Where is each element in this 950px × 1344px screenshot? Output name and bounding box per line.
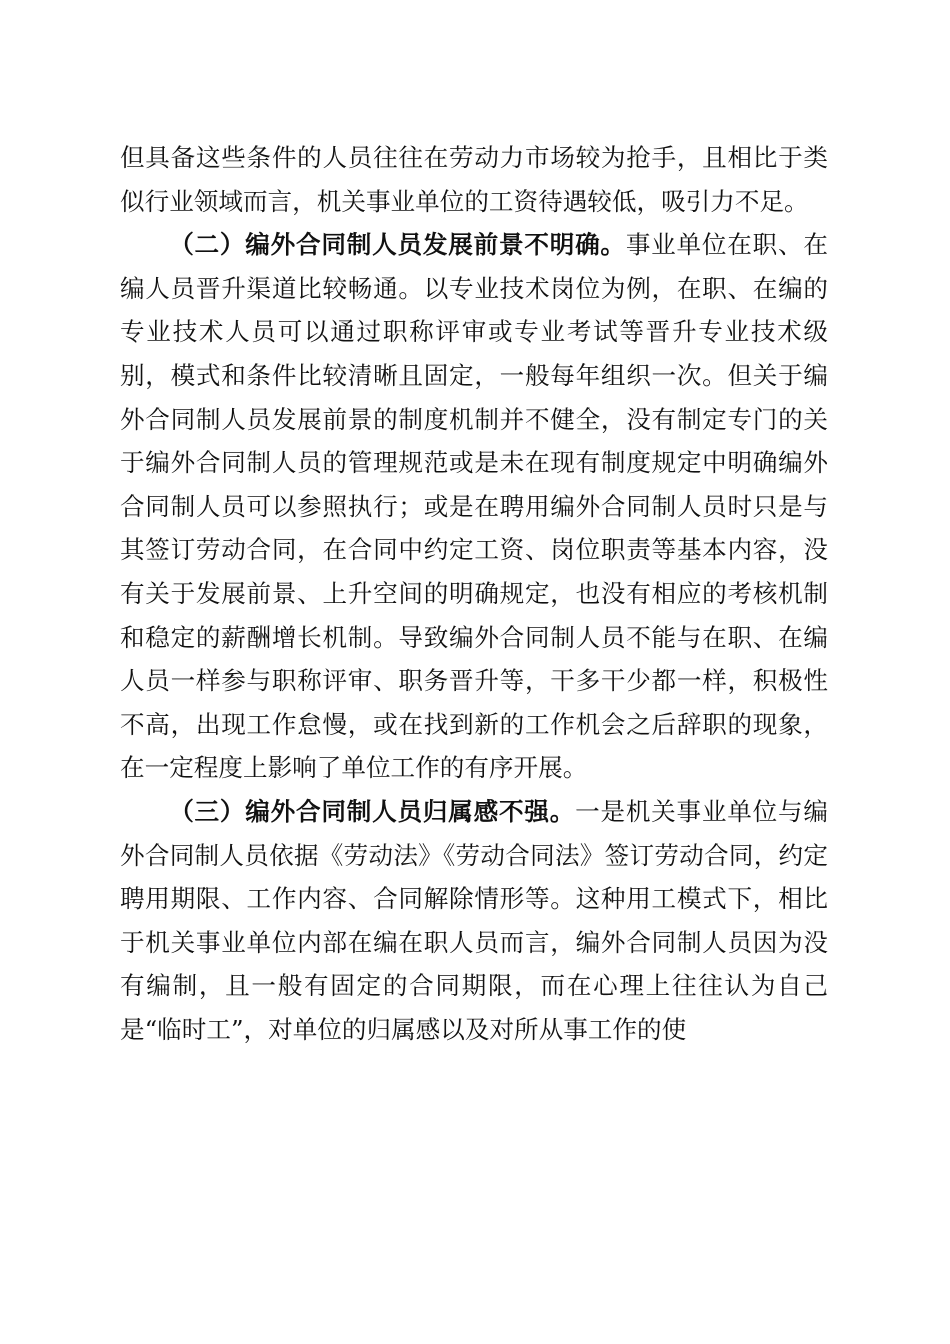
paragraph-continuation (120, 136, 828, 223)
document-page (120, 136, 828, 1051)
paragraph-section-2 (120, 223, 828, 790)
section-heading: （三）编外合同制人员归属感不强。 (169, 796, 576, 826)
paragraph-body: 但具备这些条件的人员往往在劳动力市场较为抢手，且相比于类似行业领域而言，机关事业单位的工资待遇较低，吸引力不足。 (120, 143, 828, 216)
paragraph-body: 一是机关事业单位与编外合同制人员依据《劳动法》《劳动合同法》签订劳动合同，约定聘用期限、工作内容、合同解除情形等。这种用工模式下，相比于机关事业单位内部在编在职人员而言，编外合同制人员因为没有编制，且一般有固定的合同期限，而在心理上往往认为自己是“临时工”，对单位的归属感以及对所从事工作的使 (120, 796, 828, 1044)
paragraph-section-3 (120, 790, 828, 1052)
paragraph-body: 事业单位在职、在编人员晋升渠道比较畅通。以专业技术岗位为例，在职、在编的专业技术人员可以通过职称评审或专业考试等晋升专业技术级别，模式和条件比较清晰且固定，一般每年组织一次。但关于编外合同制人员发展前景的制度机制并不健全，没有制定专门的关于编外合同制人员的管理规范或是未在现有制度规定中明确编外合同制人员可以参照执行；或是在聘用编外合同制人员时只是与其签订劳动合同，在合同中约定工资、岗位职责等基本内容，没有关于发展前景、上升空间的明确规定，也没有相应的考核机制和稳定的薪酬增长机制。导致编外合同制人员不能与在职、在编人员一样参与职称评审、职务晋升等，干多干少都一样，积极性不高，出现工作怠慢，或在找到新的工作机会之后辞职的现象，在一定程度上影响了单位工作的有序开展。 (120, 230, 828, 783)
section-heading: （二）编外合同制人员发展前景不明确。 (169, 230, 626, 260)
